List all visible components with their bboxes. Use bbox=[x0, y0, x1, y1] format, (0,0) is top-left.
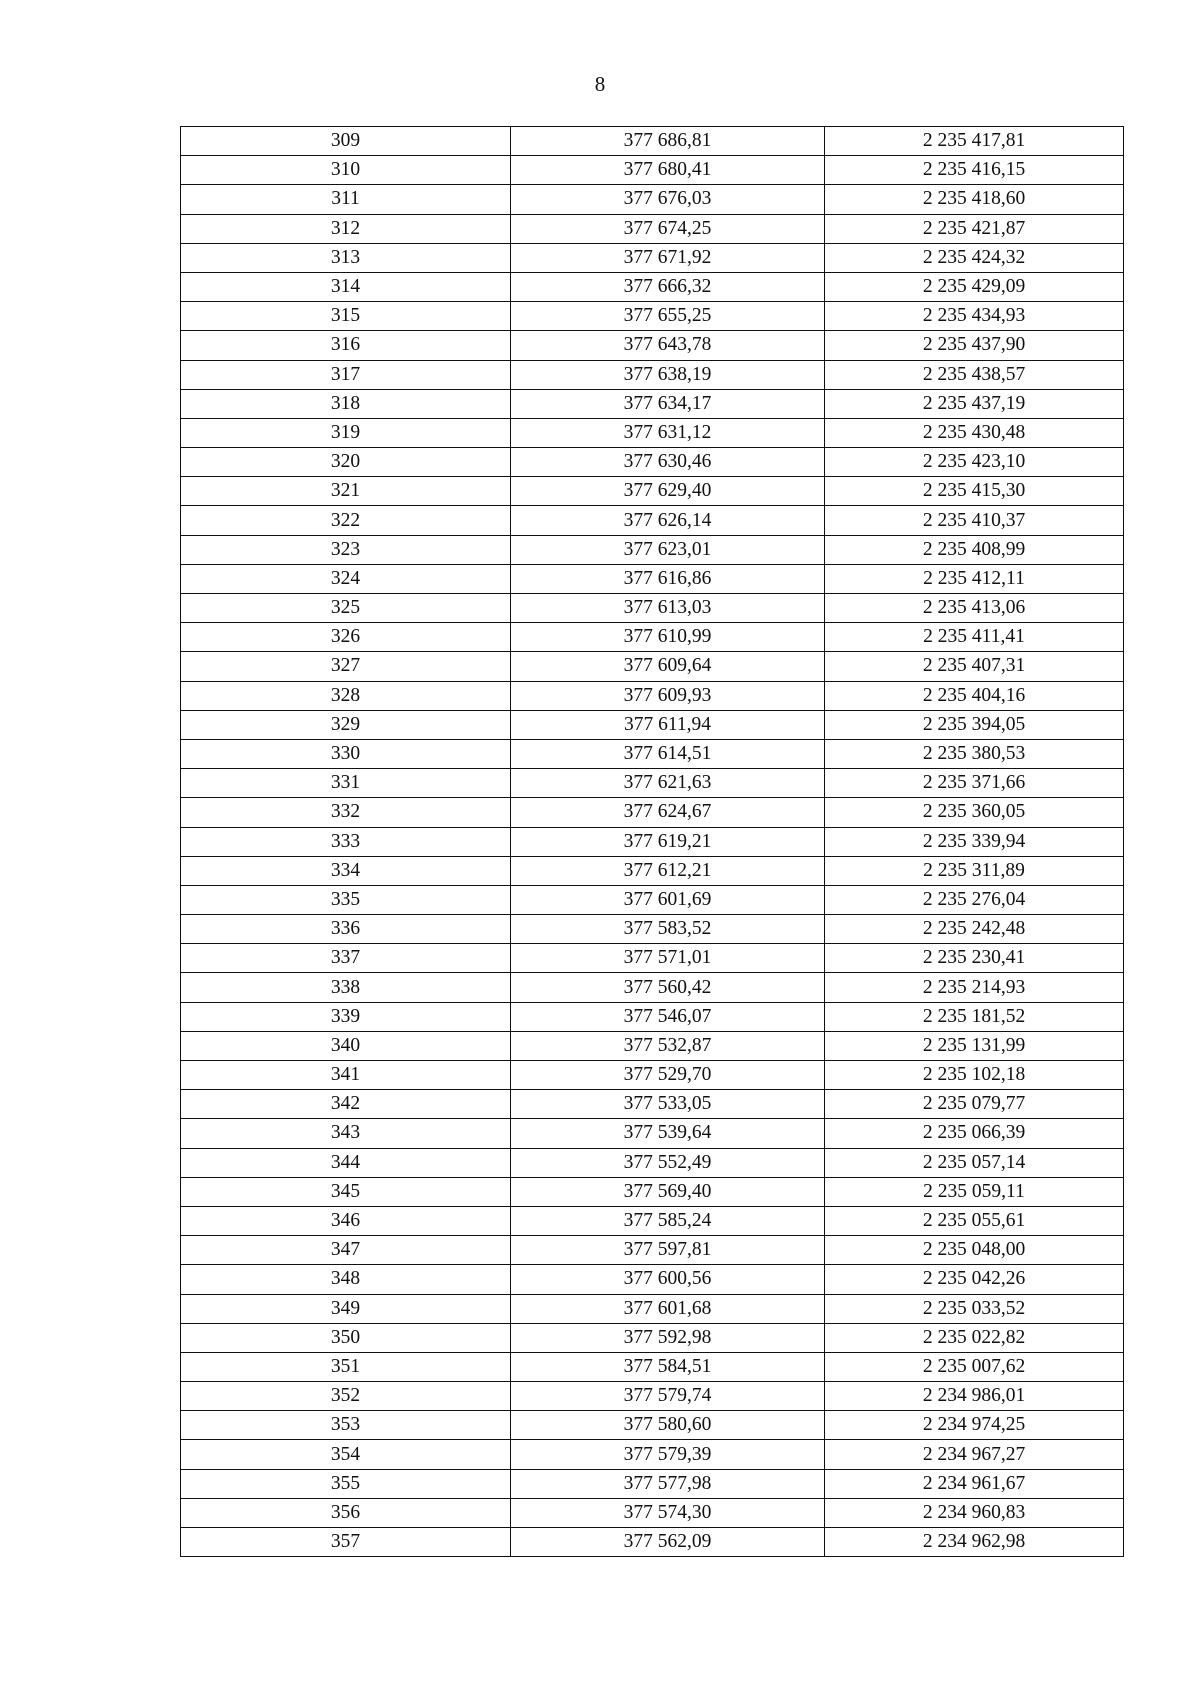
y-coordinate-cell: 2 235 276,04 bbox=[825, 885, 1124, 914]
point-number-cell: 329 bbox=[181, 710, 511, 739]
point-number-cell: 353 bbox=[181, 1411, 511, 1440]
y-coordinate-cell: 2 235 059,11 bbox=[825, 1177, 1124, 1206]
y-coordinate-cell: 2 235 437,90 bbox=[825, 331, 1124, 360]
table-row bbox=[181, 1061, 1124, 1090]
table-row bbox=[181, 1382, 1124, 1411]
x-coordinate-cell: 377 579,39 bbox=[511, 1440, 825, 1469]
table-row bbox=[181, 1294, 1124, 1323]
table-row bbox=[181, 681, 1124, 710]
table-row bbox=[181, 623, 1124, 652]
page-number: 8 bbox=[594, 72, 606, 96]
x-coordinate-cell: 377 569,40 bbox=[511, 1177, 825, 1206]
y-coordinate-cell: 2 234 961,67 bbox=[825, 1469, 1124, 1498]
x-coordinate-cell: 377 580,60 bbox=[511, 1411, 825, 1440]
point-number-cell: 322 bbox=[181, 506, 511, 535]
y-coordinate-cell: 2 235 311,89 bbox=[825, 856, 1124, 885]
x-coordinate-cell: 377 584,51 bbox=[511, 1352, 825, 1381]
table-row bbox=[181, 1498, 1124, 1527]
point-number-cell: 326 bbox=[181, 623, 511, 652]
point-number-cell: 313 bbox=[181, 243, 511, 272]
table-row bbox=[181, 798, 1124, 827]
x-coordinate-cell: 377 597,81 bbox=[511, 1236, 825, 1265]
y-coordinate-cell: 2 235 411,41 bbox=[825, 623, 1124, 652]
table-row bbox=[181, 1119, 1124, 1148]
x-coordinate-cell: 377 626,14 bbox=[511, 506, 825, 535]
x-coordinate-cell: 377 616,86 bbox=[511, 564, 825, 593]
point-number-cell: 311 bbox=[181, 185, 511, 214]
table-row bbox=[181, 331, 1124, 360]
y-coordinate-cell: 2 235 102,18 bbox=[825, 1061, 1124, 1090]
point-number-cell: 337 bbox=[181, 944, 511, 973]
point-number-cell: 335 bbox=[181, 885, 511, 914]
y-coordinate-cell: 2 235 424,32 bbox=[825, 243, 1124, 272]
point-number-cell: 346 bbox=[181, 1206, 511, 1235]
x-coordinate-cell: 377 533,05 bbox=[511, 1090, 825, 1119]
x-coordinate-cell: 377 529,70 bbox=[511, 1061, 825, 1090]
x-coordinate-cell: 377 532,87 bbox=[511, 1031, 825, 1060]
y-coordinate-cell: 2 234 962,98 bbox=[825, 1528, 1124, 1557]
y-coordinate-cell: 2 235 042,26 bbox=[825, 1265, 1124, 1294]
y-coordinate-cell: 2 235 007,62 bbox=[825, 1352, 1124, 1381]
table-row bbox=[181, 360, 1124, 389]
y-coordinate-cell: 2 234 986,01 bbox=[825, 1382, 1124, 1411]
table-row bbox=[181, 652, 1124, 681]
table-row bbox=[181, 1177, 1124, 1206]
point-number-cell: 343 bbox=[181, 1119, 511, 1148]
point-number-cell: 331 bbox=[181, 769, 511, 798]
point-number-cell: 355 bbox=[181, 1469, 511, 1498]
x-coordinate-cell: 377 638,19 bbox=[511, 360, 825, 389]
y-coordinate-cell: 2 235 415,30 bbox=[825, 477, 1124, 506]
x-coordinate-cell: 377 674,25 bbox=[511, 214, 825, 243]
y-coordinate-cell: 2 235 423,10 bbox=[825, 448, 1124, 477]
point-number-cell: 349 bbox=[181, 1294, 511, 1323]
table-row bbox=[181, 827, 1124, 856]
table-row bbox=[181, 1031, 1124, 1060]
point-number-cell: 340 bbox=[181, 1031, 511, 1060]
y-coordinate-cell: 2 235 417,81 bbox=[825, 127, 1124, 156]
point-number-cell: 314 bbox=[181, 272, 511, 301]
x-coordinate-cell: 377 612,21 bbox=[511, 856, 825, 885]
table-row bbox=[181, 915, 1124, 944]
y-coordinate-cell: 2 235 380,53 bbox=[825, 739, 1124, 768]
point-number-cell: 317 bbox=[181, 360, 511, 389]
point-number-cell: 344 bbox=[181, 1148, 511, 1177]
y-coordinate-cell: 2 235 360,05 bbox=[825, 798, 1124, 827]
point-number-cell: 309 bbox=[181, 127, 511, 156]
x-coordinate-cell: 377 629,40 bbox=[511, 477, 825, 506]
x-coordinate-cell: 377 671,92 bbox=[511, 243, 825, 272]
table-row bbox=[181, 214, 1124, 243]
point-number-cell: 339 bbox=[181, 1002, 511, 1031]
x-coordinate-cell: 377 552,49 bbox=[511, 1148, 825, 1177]
point-number-cell: 324 bbox=[181, 564, 511, 593]
table-row bbox=[181, 127, 1124, 156]
point-number-cell: 336 bbox=[181, 915, 511, 944]
table-row bbox=[181, 1265, 1124, 1294]
y-coordinate-cell: 2 235 408,99 bbox=[825, 535, 1124, 564]
point-number-cell: 325 bbox=[181, 594, 511, 623]
y-coordinate-cell: 2 234 960,83 bbox=[825, 1498, 1124, 1527]
y-coordinate-cell: 2 235 407,31 bbox=[825, 652, 1124, 681]
x-coordinate-cell: 377 624,67 bbox=[511, 798, 825, 827]
y-coordinate-cell: 2 235 430,48 bbox=[825, 418, 1124, 447]
point-number-cell: 357 bbox=[181, 1528, 511, 1557]
table-row bbox=[181, 302, 1124, 331]
table-row bbox=[181, 1469, 1124, 1498]
point-number-cell: 342 bbox=[181, 1090, 511, 1119]
point-number-cell: 323 bbox=[181, 535, 511, 564]
x-coordinate-cell: 377 680,41 bbox=[511, 156, 825, 185]
table-row bbox=[181, 594, 1124, 623]
table-row bbox=[181, 243, 1124, 272]
table-row bbox=[181, 1528, 1124, 1557]
point-number-cell: 315 bbox=[181, 302, 511, 331]
x-coordinate-cell: 377 600,56 bbox=[511, 1265, 825, 1294]
y-coordinate-cell: 2 235 434,93 bbox=[825, 302, 1124, 331]
x-coordinate-cell: 377 609,93 bbox=[511, 681, 825, 710]
y-coordinate-cell: 2 235 214,93 bbox=[825, 973, 1124, 1002]
table-row bbox=[181, 448, 1124, 477]
y-coordinate-cell: 2 235 181,52 bbox=[825, 1002, 1124, 1031]
point-number-cell: 318 bbox=[181, 389, 511, 418]
point-number-cell: 338 bbox=[181, 973, 511, 1002]
table-row bbox=[181, 1440, 1124, 1469]
x-coordinate-cell: 377 686,81 bbox=[511, 127, 825, 156]
x-coordinate-cell: 377 583,52 bbox=[511, 915, 825, 944]
x-coordinate-cell: 377 614,51 bbox=[511, 739, 825, 768]
x-coordinate-cell: 377 621,63 bbox=[511, 769, 825, 798]
x-coordinate-cell: 377 623,01 bbox=[511, 535, 825, 564]
y-coordinate-cell: 2 235 418,60 bbox=[825, 185, 1124, 214]
point-number-cell: 351 bbox=[181, 1352, 511, 1381]
x-coordinate-cell: 377 574,30 bbox=[511, 1498, 825, 1527]
x-coordinate-cell: 377 666,32 bbox=[511, 272, 825, 301]
x-coordinate-cell: 377 585,24 bbox=[511, 1206, 825, 1235]
point-number-cell: 348 bbox=[181, 1265, 511, 1294]
x-coordinate-cell: 377 619,21 bbox=[511, 827, 825, 856]
y-coordinate-cell: 2 235 339,94 bbox=[825, 827, 1124, 856]
x-coordinate-cell: 377 676,03 bbox=[511, 185, 825, 214]
y-coordinate-cell: 2 235 416,15 bbox=[825, 156, 1124, 185]
x-coordinate-cell: 377 630,46 bbox=[511, 448, 825, 477]
x-coordinate-cell: 377 560,42 bbox=[511, 973, 825, 1002]
table-row bbox=[181, 856, 1124, 885]
table-row bbox=[181, 1411, 1124, 1440]
x-coordinate-cell: 377 579,74 bbox=[511, 1382, 825, 1411]
table-row bbox=[181, 418, 1124, 447]
y-coordinate-cell: 2 235 429,09 bbox=[825, 272, 1124, 301]
table-row bbox=[181, 1352, 1124, 1381]
x-coordinate-cell: 377 631,12 bbox=[511, 418, 825, 447]
y-coordinate-cell: 2 235 033,52 bbox=[825, 1294, 1124, 1323]
table-row bbox=[181, 1206, 1124, 1235]
point-number-cell: 356 bbox=[181, 1498, 511, 1527]
point-number-cell: 347 bbox=[181, 1236, 511, 1265]
table-row bbox=[181, 564, 1124, 593]
y-coordinate-cell: 2 235 413,06 bbox=[825, 594, 1124, 623]
table-row bbox=[181, 1323, 1124, 1352]
x-coordinate-cell: 377 643,78 bbox=[511, 331, 825, 360]
coordinates-table-body bbox=[181, 127, 1124, 1557]
y-coordinate-cell: 2 235 057,14 bbox=[825, 1148, 1124, 1177]
x-coordinate-cell: 377 611,94 bbox=[511, 710, 825, 739]
point-number-cell: 310 bbox=[181, 156, 511, 185]
point-number-cell: 334 bbox=[181, 856, 511, 885]
table-row bbox=[181, 973, 1124, 1002]
x-coordinate-cell: 377 613,03 bbox=[511, 594, 825, 623]
y-coordinate-cell: 2 234 967,27 bbox=[825, 1440, 1124, 1469]
coordinates-table bbox=[180, 126, 1124, 1557]
x-coordinate-cell: 377 655,25 bbox=[511, 302, 825, 331]
point-number-cell: 316 bbox=[181, 331, 511, 360]
table-row bbox=[181, 885, 1124, 914]
table-row bbox=[181, 710, 1124, 739]
table-row bbox=[181, 769, 1124, 798]
table-row bbox=[181, 1236, 1124, 1265]
table-row bbox=[181, 389, 1124, 418]
y-coordinate-cell: 2 235 371,66 bbox=[825, 769, 1124, 798]
point-number-cell: 330 bbox=[181, 739, 511, 768]
point-number-cell: 345 bbox=[181, 1177, 511, 1206]
point-number-cell: 328 bbox=[181, 681, 511, 710]
x-coordinate-cell: 377 539,64 bbox=[511, 1119, 825, 1148]
point-number-cell: 332 bbox=[181, 798, 511, 827]
table-row bbox=[181, 739, 1124, 768]
point-number-cell: 319 bbox=[181, 418, 511, 447]
table-row bbox=[181, 1148, 1124, 1177]
point-number-cell: 321 bbox=[181, 477, 511, 506]
point-number-cell: 354 bbox=[181, 1440, 511, 1469]
table-row bbox=[181, 1090, 1124, 1119]
y-coordinate-cell: 2 235 131,99 bbox=[825, 1031, 1124, 1060]
table-row bbox=[181, 506, 1124, 535]
y-coordinate-cell: 2 235 412,11 bbox=[825, 564, 1124, 593]
table-row bbox=[181, 944, 1124, 973]
y-coordinate-cell: 2 235 404,16 bbox=[825, 681, 1124, 710]
x-coordinate-cell: 377 601,69 bbox=[511, 885, 825, 914]
y-coordinate-cell: 2 235 079,77 bbox=[825, 1090, 1124, 1119]
x-coordinate-cell: 377 610,99 bbox=[511, 623, 825, 652]
x-coordinate-cell: 377 592,98 bbox=[511, 1323, 825, 1352]
table-row bbox=[181, 272, 1124, 301]
x-coordinate-cell: 377 601,68 bbox=[511, 1294, 825, 1323]
table-row bbox=[181, 1002, 1124, 1031]
y-coordinate-cell: 2 235 410,37 bbox=[825, 506, 1124, 535]
x-coordinate-cell: 377 609,64 bbox=[511, 652, 825, 681]
y-coordinate-cell: 2 235 438,57 bbox=[825, 360, 1124, 389]
y-coordinate-cell: 2 235 022,82 bbox=[825, 1323, 1124, 1352]
table-row bbox=[181, 477, 1124, 506]
x-coordinate-cell: 377 562,09 bbox=[511, 1528, 825, 1557]
point-number-cell: 341 bbox=[181, 1061, 511, 1090]
y-coordinate-cell: 2 234 974,25 bbox=[825, 1411, 1124, 1440]
x-coordinate-cell: 377 577,98 bbox=[511, 1469, 825, 1498]
y-coordinate-cell: 2 235 066,39 bbox=[825, 1119, 1124, 1148]
y-coordinate-cell: 2 235 242,48 bbox=[825, 915, 1124, 944]
y-coordinate-cell: 2 235 421,87 bbox=[825, 214, 1124, 243]
x-coordinate-cell: 377 546,07 bbox=[511, 1002, 825, 1031]
point-number-cell: 327 bbox=[181, 652, 511, 681]
table-row bbox=[181, 535, 1124, 564]
y-coordinate-cell: 2 235 230,41 bbox=[825, 944, 1124, 973]
point-number-cell: 350 bbox=[181, 1323, 511, 1352]
y-coordinate-cell: 2 235 055,61 bbox=[825, 1206, 1124, 1235]
point-number-cell: 320 bbox=[181, 448, 511, 477]
point-number-cell: 312 bbox=[181, 214, 511, 243]
y-coordinate-cell: 2 235 437,19 bbox=[825, 389, 1124, 418]
y-coordinate-cell: 2 235 048,00 bbox=[825, 1236, 1124, 1265]
x-coordinate-cell: 377 571,01 bbox=[511, 944, 825, 973]
point-number-cell: 333 bbox=[181, 827, 511, 856]
table-row bbox=[181, 156, 1124, 185]
y-coordinate-cell: 2 235 394,05 bbox=[825, 710, 1124, 739]
point-number-cell: 352 bbox=[181, 1382, 511, 1411]
table-row bbox=[181, 185, 1124, 214]
x-coordinate-cell: 377 634,17 bbox=[511, 389, 825, 418]
